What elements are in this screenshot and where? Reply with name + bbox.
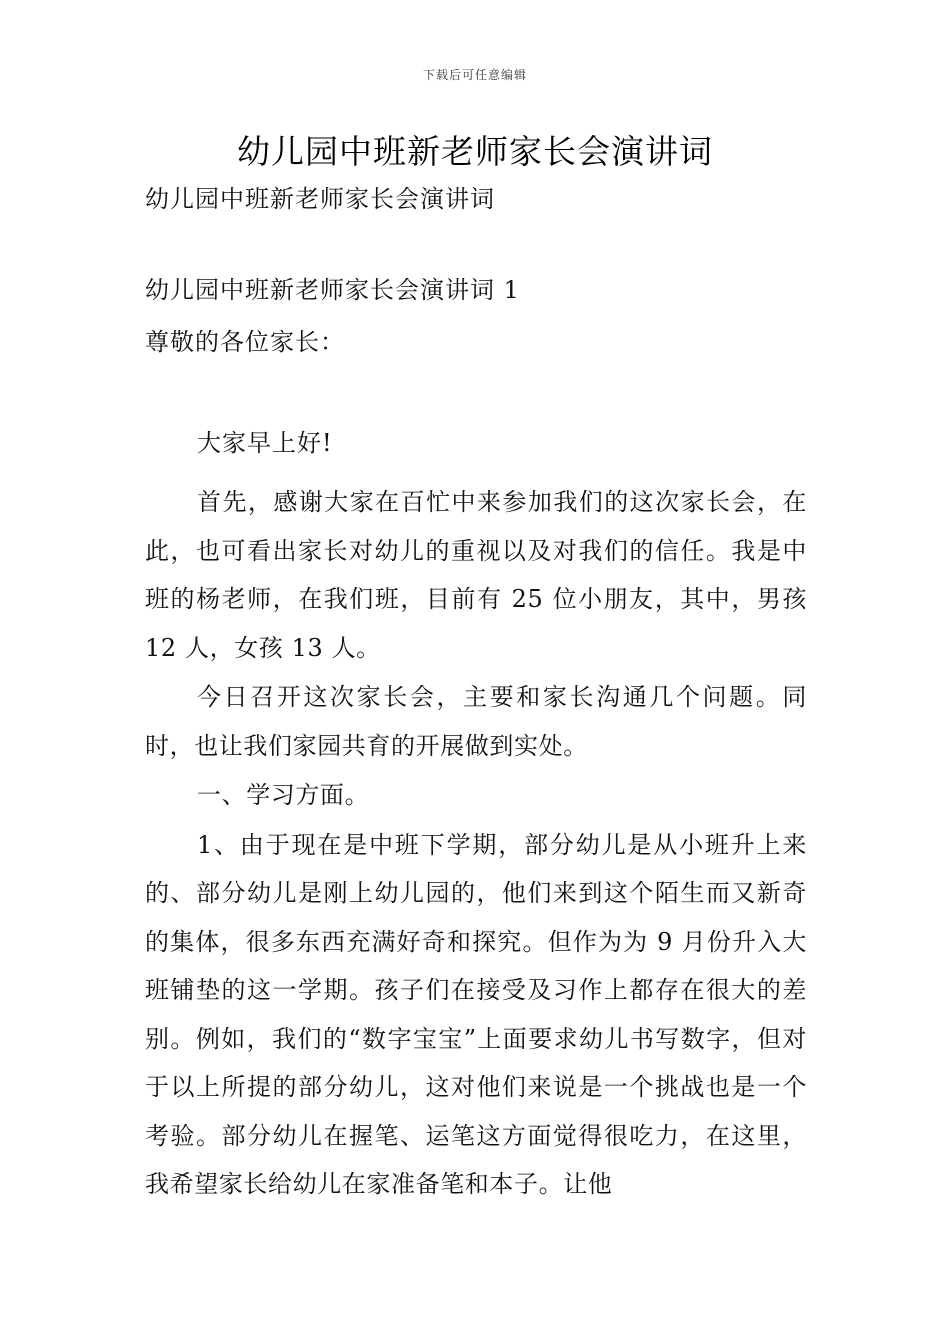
paragraph-thanks: 首先，感谢大家在百忙中来参加我们的这次家长会，在此，也可看出家长对幼儿的重视以及对我们的信任。我是中班的杨老师，在我们班，目前有 25 位小朋友，其中，男孩 12 人，女孩 13 人。 bbox=[145, 488, 807, 662]
document-body bbox=[145, 180, 807, 1209]
document-title: 幼儿园中班新老师家长会演讲词 bbox=[237, 132, 713, 171]
header-note: 下载后可任意编辑 bbox=[422, 68, 527, 82]
section-title: 幼儿园中班新老师家长会演讲词 1 bbox=[145, 276, 520, 304]
document-subtitle: 幼儿园中班新老师家长会演讲词 bbox=[145, 185, 495, 213]
greeting-line: 尊敬的各位家长： bbox=[145, 328, 345, 356]
paragraph-purpose: 今日召开这次家长会，主要和家长沟通几个问题。同时，也让我们家园共育的开展做到实处。 bbox=[145, 683, 807, 760]
paragraph-heading-study: 一、学习方面。 bbox=[197, 781, 370, 809]
opening-line: 大家早上好! bbox=[197, 429, 333, 457]
paragraph-study-detail: 1、由于现在是中班下学期，部分幼儿是从小班升上来的、部分幼儿是刚上幼儿园的，他们来到这个陌生而又新奇的集体，很多东西充满好奇和探究。但作为为 9 月份升入大班铺垫的这一学期。孩子们在接受及习作上都存在很大的差别。例如，我们的“数字宝宝”上面要求幼儿书写数字，但对于以上所提的部分幼儿，这对他们来说是一个挑战也是一个考验。部分幼儿在握笔、运笔这方面觉得很吃力，在这里，我希望家长给幼儿在家准备笔和本子。让他 bbox=[145, 830, 807, 1198]
